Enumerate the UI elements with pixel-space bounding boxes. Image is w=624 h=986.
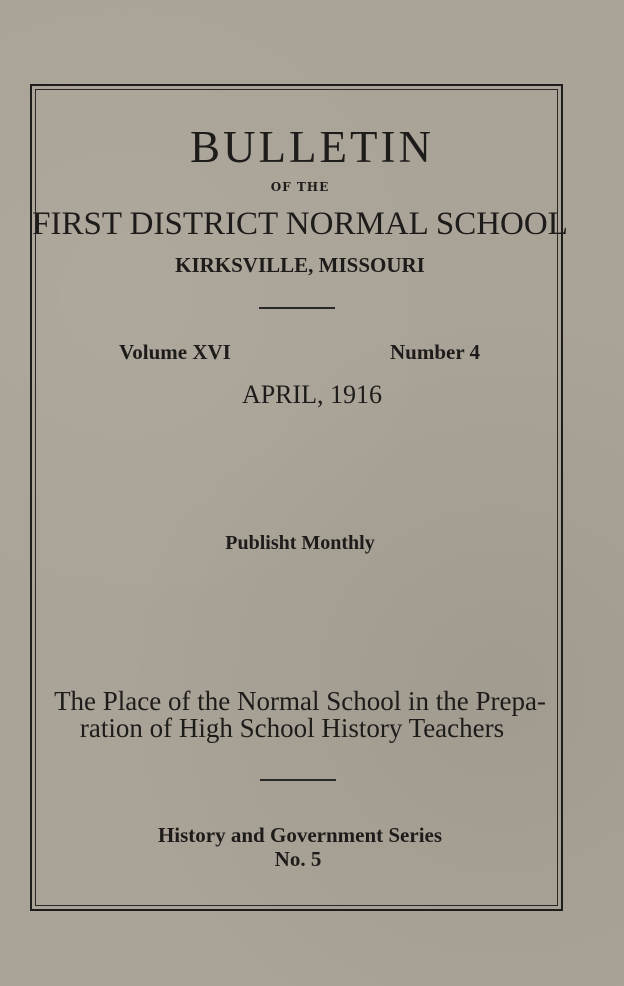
series-name: History and Government Series bbox=[157, 823, 443, 847]
series-number: No. 5 bbox=[274, 847, 322, 871]
institution-location: KIRKSVILLE, MISSOURI bbox=[175, 253, 425, 277]
divider-rule-bottom bbox=[260, 779, 336, 781]
divider-rule-top bbox=[259, 307, 335, 309]
publication-frequency: Publisht Monthly bbox=[225, 532, 375, 554]
of-the-label: OF THE bbox=[270, 180, 330, 194]
issue-date: APRIL, 1916 bbox=[241, 380, 383, 409]
institution-name: FIRST DISTRICT NORMAL SCHOOL bbox=[32, 206, 568, 242]
volume-label: Volume XVI bbox=[119, 340, 231, 364]
bulletin-title: BULLETIN bbox=[190, 122, 434, 172]
issue-number-label: Number 4 bbox=[390, 340, 481, 364]
article-title-line-2: ration of High School History Teachers bbox=[79, 713, 505, 743]
article-title-line-1: The Place of the Normal School in the Prepa- bbox=[54, 686, 546, 716]
